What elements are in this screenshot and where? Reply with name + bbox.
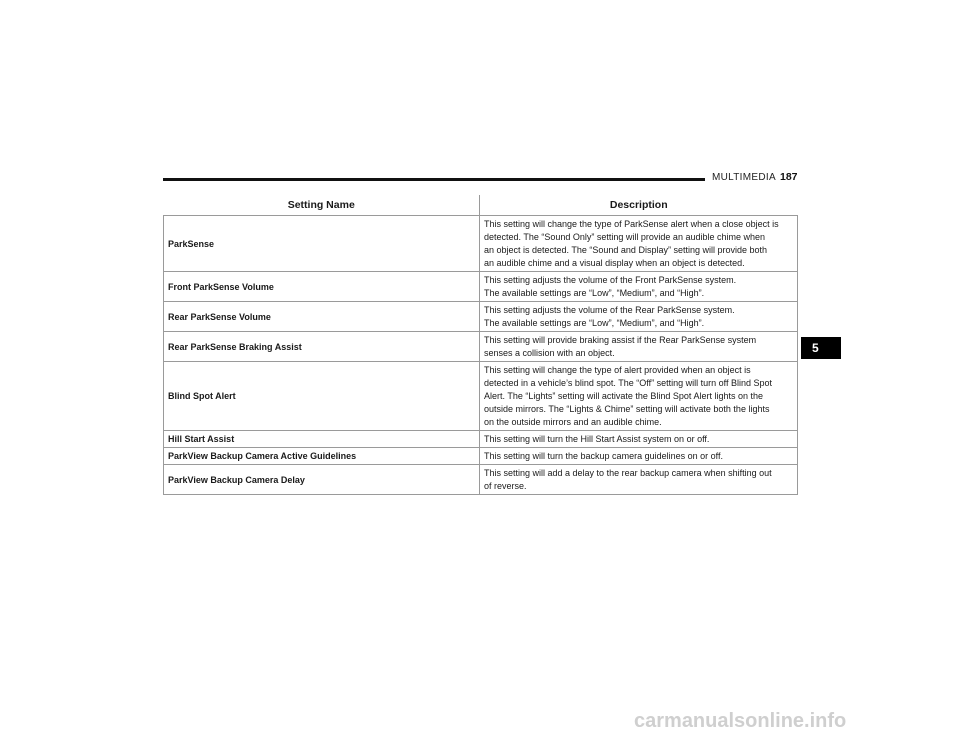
description-line: of reverse.	[484, 481, 527, 491]
table-row	[164, 272, 798, 302]
description-cell	[480, 272, 798, 302]
page-number: 187	[780, 171, 798, 183]
description-line: This setting will change the type of alert provided when an object is	[484, 365, 751, 375]
description-line: Alert. The “Lights” setting will activate the Blind Spot Alert lights on the	[484, 391, 763, 401]
description-line: This setting will turn the Hill Start Assist system on or off.	[484, 434, 710, 444]
description-cell	[480, 362, 798, 431]
table-header	[164, 195, 798, 216]
description-line: The available settings are “Low”, “Medium”, and “High”.	[484, 288, 705, 298]
setting-name-cell: Blind Spot Alert	[164, 362, 480, 431]
description-cell	[480, 216, 798, 272]
description-line: an audible chime and a visual display when an object is detected.	[484, 258, 745, 268]
description-line: This setting will turn the backup camera guidelines on or off.	[484, 451, 723, 461]
description-cell	[480, 302, 798, 332]
description-line: The available settings are “Low”, “Medium”, and “High”.	[484, 318, 705, 328]
setting-name-cell: Hill Start Assist	[164, 431, 480, 448]
description-line: This setting will provide braking assist if the Rear ParkSense system	[484, 335, 757, 345]
table-row	[164, 465, 798, 495]
table-row	[164, 216, 798, 272]
section-label: MULTIMEDIA	[712, 172, 776, 183]
settings-table	[163, 195, 798, 495]
setting-name-cell: Rear ParkSense Volume	[164, 302, 480, 332]
description-cell	[480, 431, 798, 448]
table-body	[164, 216, 798, 495]
setting-name-cell: Front ParkSense Volume	[164, 272, 480, 302]
setting-name-cell: Rear ParkSense Braking Assist	[164, 332, 480, 362]
column-header-description: Description	[480, 195, 798, 216]
table-row	[164, 362, 798, 431]
description-line: outside mirrors. The “Lights & Chime” setting will activate both the lights	[484, 404, 770, 414]
description-line: This setting will add a delay to the rear backup camera when shifting out	[484, 468, 772, 478]
table-header-row	[164, 195, 798, 216]
table-row	[164, 431, 798, 448]
description-line: This setting adjusts the volume of the Front ParkSense system.	[484, 275, 737, 285]
column-header-setting-name: Setting Name	[164, 195, 480, 216]
chapter-tab: 5	[801, 337, 841, 359]
description-line: senses a collision with an object.	[484, 348, 615, 358]
description-cell	[480, 448, 798, 465]
description-cell	[480, 465, 798, 495]
table-row	[164, 448, 798, 465]
table-row	[164, 332, 798, 362]
setting-name-cell: ParkSense	[164, 216, 480, 272]
setting-name-cell: ParkView Backup Camera Delay	[164, 465, 480, 495]
watermark: carmanualsonline.info	[634, 710, 847, 732]
table-row	[164, 302, 798, 332]
description-cell	[480, 332, 798, 362]
description-line: This setting adjusts the volume of the Rear ParkSense system.	[484, 305, 735, 315]
setting-name-cell: ParkView Backup Camera Active Guidelines	[164, 448, 480, 465]
header-rule	[163, 178, 705, 181]
description-line: on the outside mirrors and an audible chime.	[484, 417, 662, 427]
description-line: detected in a vehicle’s blind spot. The “Off” setting will turn off Blind Spot	[484, 378, 772, 388]
description-line: detected. The “Sound Only” setting will provide an audible chime when	[484, 232, 765, 242]
description-line: This setting will change the type of ParkSense alert when a close object is	[484, 219, 779, 229]
description-line: an object is detected. The “Sound and Display” setting will provide both	[484, 245, 767, 255]
